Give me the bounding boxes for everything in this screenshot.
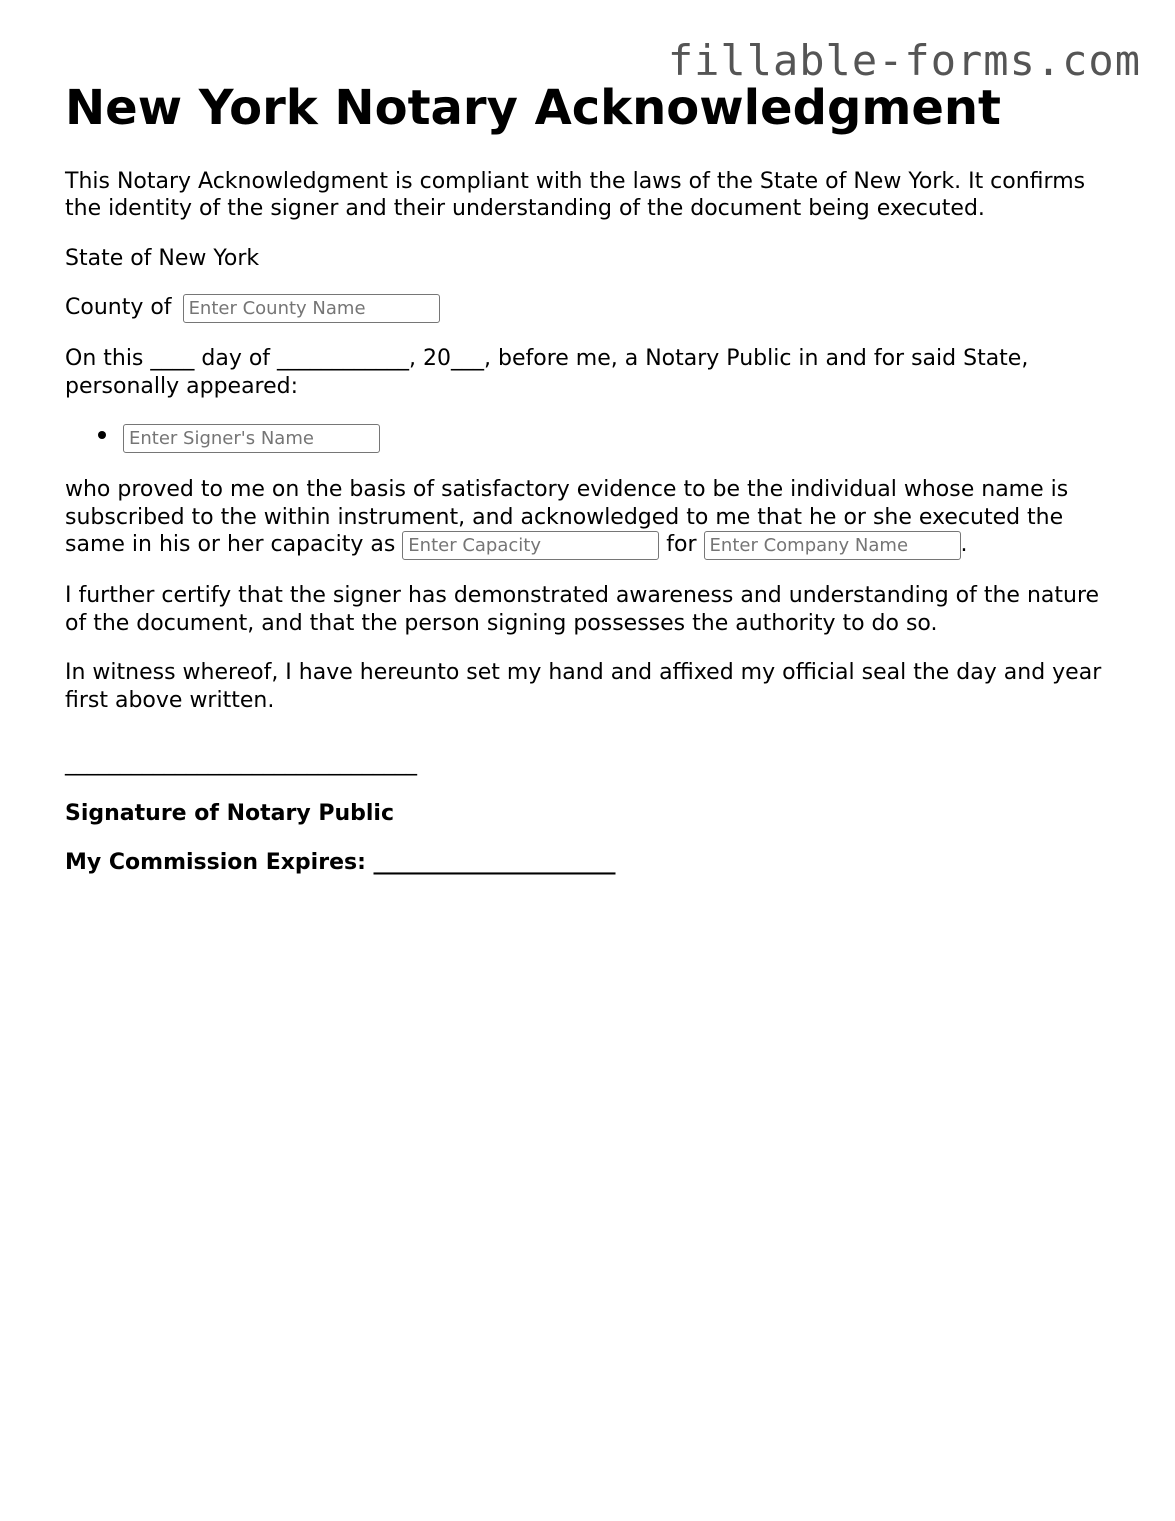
signer-name-input[interactable] [123, 424, 380, 453]
company-name-input[interactable] [704, 531, 961, 560]
capacity-input[interactable] [402, 531, 659, 560]
signature-label: Signature of Notary Public [65, 800, 394, 826]
date-line: On this ____ day of ____________, 20___, before me, a Notary Public in and for said State, personally appeared: [65, 346, 1029, 399]
county-name-input[interactable] [183, 294, 440, 323]
notary-form [65, 80, 1125, 899]
county-label: County of [65, 295, 172, 321]
bullet-icon [98, 431, 106, 439]
page-title: New York Notary Acknowledgment [65, 80, 1001, 136]
witness-paragraph: In witness whereof, I have hereunto set my hand and affixed my official seal the day and year first above written. [65, 660, 1102, 713]
for-word: for [666, 532, 697, 558]
certify-paragraph: I further certify that the signer has demonstrated awareness and understanding of the nature of the document, and that the person signing possesses the authority to do so. [65, 583, 1100, 636]
commission-expires: My Commission Expires: ______________________ [65, 850, 616, 876]
state-line: State of New York [65, 245, 260, 271]
signature-line: ________________________________ [65, 751, 417, 777]
watermark: fillable-forms.com [667, 36, 1141, 85]
county-line [65, 294, 1125, 323]
proof-text: who proved to me on the basis of satisfactory evidence to be the individual whose name is subscribed to the within instrument, and acknowledged to me that he or she executed the same in his or her capacity as [65, 477, 1069, 558]
intro-paragraph: This Notary Acknowledgment is compliant with the laws of the State of New York. It confirms the identity of the signer and their understanding of the document being executed. [65, 168, 1086, 222]
proof-paragraph [65, 476, 1125, 560]
signer-list [65, 422, 1125, 454]
proof-end: . [960, 532, 968, 558]
list-item [123, 422, 1125, 454]
